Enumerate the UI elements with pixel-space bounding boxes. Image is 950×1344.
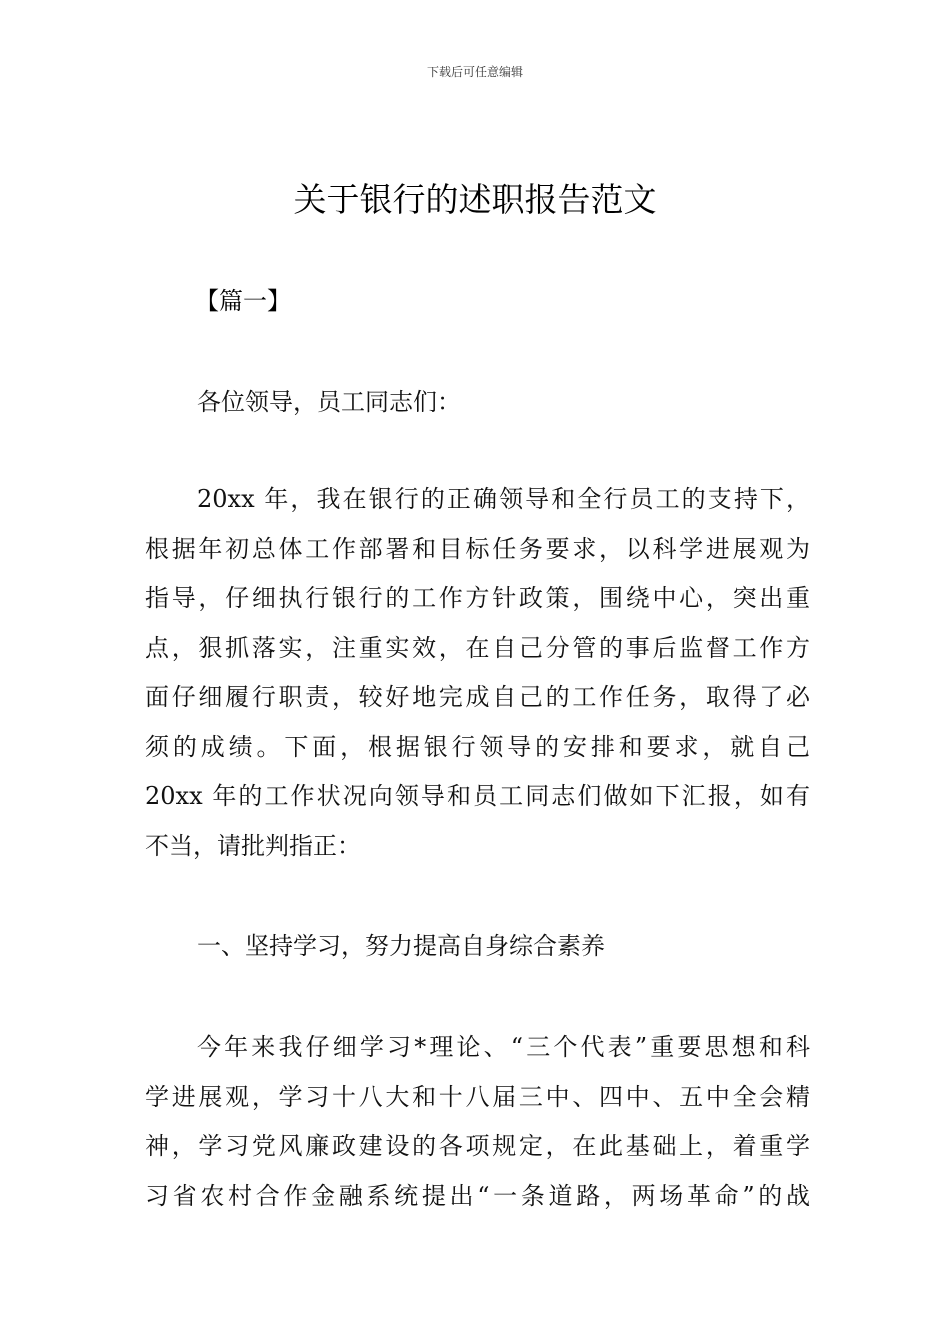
paragraph-line: 20xx 年的工作状况向领导和员工同志们做如下汇报，如有 [145,782,810,810]
paragraph-line: 习省农村合作金融系统提出“一条道路，两场革命”的战 [145,1181,810,1210]
body-paragraph-2 [145,1023,810,1221]
section-heading-text: 一、坚持学习，努力提高自身综合素养 [197,932,605,960]
section-heading-1 [145,922,810,972]
paragraph-line: 20xx 年，我在银行的正确领导和全行员工的支持下， [197,485,810,513]
paragraph-line: 神，学习党风廉政建设的各项规定，在此基础上，着重学 [145,1132,810,1160]
paragraph-line: 面仔细履行职责，较好地完成自己的工作任务，取得了必 [145,683,810,711]
paragraph-line: 点，狠抓落实，注重实效，在自己分管的事后监督工作方 [145,633,810,662]
header-note: 下载后可任意编辑 [426,65,523,79]
paragraph-line: 须的成绩。下面，根据银行领导的安排和要求，就自己 [145,732,810,761]
greeting-paragraph [145,378,810,428]
document-title: 关于银行的述职报告范文 [293,180,657,219]
paragraph-line: 指导，仔细执行银行的工作方针政策，围绕中心，突出重 [145,584,810,612]
greeting-text: 各位领导，员工同志们： [197,388,461,416]
paragraph-line: 学进展观，学习十八大和十八届三中、四中、五中全会精 [145,1082,810,1111]
paragraph-line: 不当，请批判指正： [145,831,361,860]
paragraph-line: 今年来我仔细学习*理论、“三个代表”重要思想和科 [197,1033,810,1061]
section-marker: 【篇一】 [195,287,291,315]
body-paragraph-1 [145,475,810,871]
paragraph-line: 根据年初总体工作部署和目标任务要求，以科学进展观为 [145,534,810,563]
